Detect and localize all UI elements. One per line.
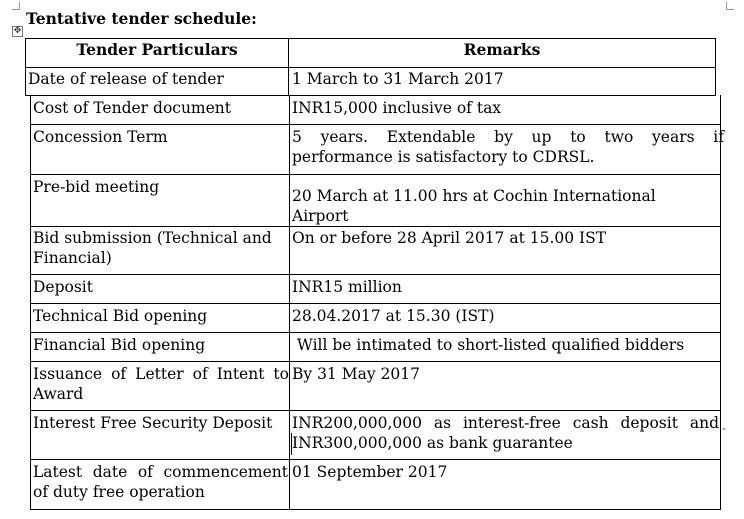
page-corner-mark-left xyxy=(12,2,20,10)
particulars-cell: Pre-bid meeting xyxy=(33,178,160,196)
remarks-cell: INR15,000 inclusive of tax xyxy=(292,99,502,117)
particulars-cell: Latest date of commencement xyxy=(33,463,288,481)
remarks-cell: performance is satisfactory to CDRSL. xyxy=(292,148,595,166)
grid-line xyxy=(30,124,721,125)
remarks-cell: 5 years. Extendable by up to two years if xyxy=(292,128,724,146)
particulars-cell: Technical Bid opening xyxy=(33,307,208,325)
particulars-cell: Financial Bid opening xyxy=(33,336,206,354)
table-move-handle-icon[interactable]: ✥ xyxy=(13,26,22,36)
cell-end-mark-icon: ˄ xyxy=(722,428,727,438)
grid-line xyxy=(30,174,721,175)
particulars-cell: of duty free operation xyxy=(33,483,205,501)
grid-line xyxy=(30,332,721,333)
grid-line xyxy=(25,95,715,96)
remarks-cell: INR15 million xyxy=(292,278,402,296)
grid-line xyxy=(30,459,721,460)
grid-line xyxy=(30,226,721,227)
particulars-cell: Bid submission (Technical and xyxy=(33,229,272,247)
grid-line xyxy=(715,38,716,96)
grid-line xyxy=(25,38,715,39)
grid-line xyxy=(30,274,721,275)
particulars-cell: Financial) xyxy=(33,249,112,267)
grid-line xyxy=(720,95,721,510)
remarks-cell: 1 March to 31 March 2017 xyxy=(292,70,504,88)
column-header-particulars: Tender Particulars xyxy=(76,40,238,59)
grid-line xyxy=(30,410,721,411)
particulars-cell: Interest Free Security Deposit xyxy=(33,414,273,432)
document-heading: Tentative tender schedule: xyxy=(26,9,257,28)
remarks-cell: 28.04.2017 at 15.30 (IST) xyxy=(292,307,495,325)
grid-line xyxy=(30,95,31,510)
grid-line xyxy=(25,67,715,68)
remarks-cell: INR200,000,000 as interest-free cash deposit and xyxy=(292,414,719,432)
particulars-cell: Cost of Tender document xyxy=(33,99,232,117)
column-header-remarks: Remarks xyxy=(463,40,541,59)
remarks-cell: 20 March at 11.00 hrs at Cochin International xyxy=(292,187,656,205)
grid-line xyxy=(289,95,290,510)
remarks-cell: On or before 28 April 2017 at 15.00 IST xyxy=(292,229,607,247)
particulars-cell: Concession Term xyxy=(33,128,168,146)
page-corner-mark-right xyxy=(726,2,734,10)
particulars-cell: Date of release of tender xyxy=(28,70,224,88)
text-cursor xyxy=(291,433,292,455)
grid-line xyxy=(30,361,721,362)
particulars-cell: Deposit xyxy=(33,278,93,296)
remarks-cell: Will be intimated to short-listed qualified bidders xyxy=(292,336,685,354)
particulars-cell: Award xyxy=(33,385,84,403)
remarks-cell: Airport xyxy=(292,207,349,225)
particulars-cell: Issuance of Letter of Intent to xyxy=(33,365,289,383)
remarks-cell: By 31 May 2017 xyxy=(292,365,420,383)
remarks-cell: INR300,000,000 as bank guarantee xyxy=(292,434,573,452)
grid-line xyxy=(30,303,721,304)
grid-line xyxy=(30,509,721,510)
remarks-cell: 01 September 2017 xyxy=(292,463,448,481)
